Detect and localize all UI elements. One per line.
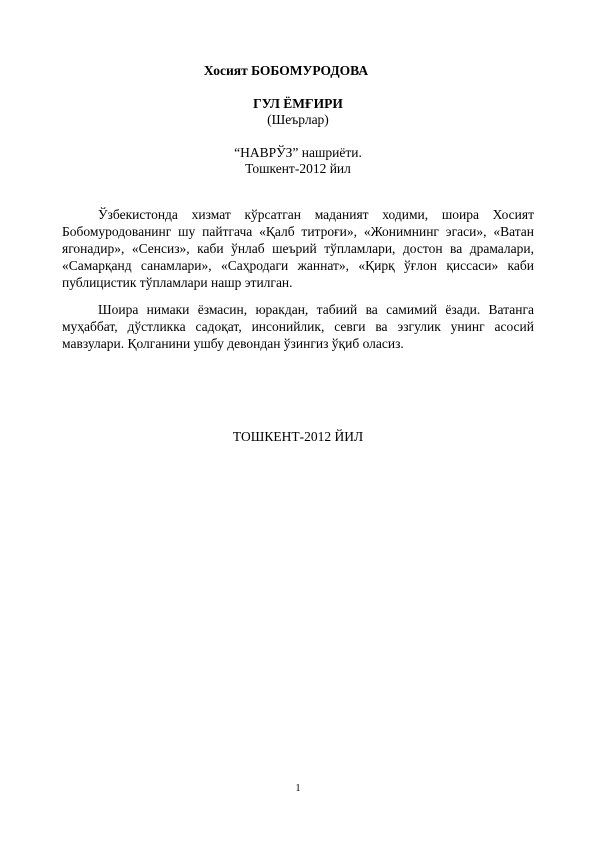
book-title: ГУЛ ЁМҒИРИ xyxy=(253,96,343,111)
footer-city-year: ТОШКЕНТ-2012 ЙИЛ xyxy=(232,429,364,444)
page-number: 1 xyxy=(295,783,301,794)
description-paragraph: Шоира нимаки ёзмасин, юракдан, табиий ва самимий ёзади. Ватанга муҳаббат, дўстликка садоқат, инсонийлик, севги ва эзгулик унинг асосий мавзулари. Қолганини ушбу девондан ўзингиз ўқиб оласиз. xyxy=(62,302,534,351)
publication-city-year: Тошкент-2012 йил xyxy=(245,161,351,176)
author-name: Хосият БОБОМУРОДОВА xyxy=(203,63,369,78)
publisher: “НАВРЎЗ” нашриёти. xyxy=(234,145,362,160)
description-paragraph: Ўзбекистонда хизмат кўрсатган маданият ходими, шоира Хосият Бобомуродованинг шу пайтгача «Қалб титроғи», «Жонимнинг эгаси», «Ватан ягонадир», «Сенсиз», каби ўнлаб шеърий тўпламлари, достон ва драмалари, «Самарқанд санамлари», «Саҳродаги жаннат», «Қирқ ўғлон қиссаси» каби публицистик тўпламлари нашр этилган. xyxy=(62,207,534,290)
book-genre: (Шеърлар) xyxy=(267,112,329,127)
